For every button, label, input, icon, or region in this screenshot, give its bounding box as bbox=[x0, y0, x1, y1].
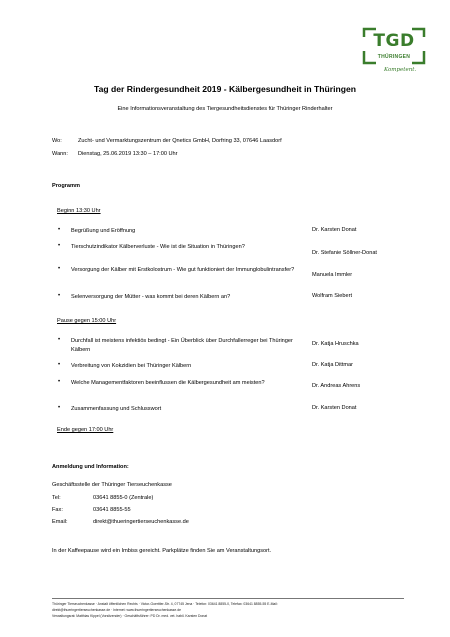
footer-line-2: direkt@thueringertierseuchenkasse.de · Internet: www.thueringertierseuchenkasse.de bbox=[52, 608, 181, 612]
bullet-icon: • bbox=[58, 227, 61, 233]
note-text: In der Kaffeepause wird ein Imbiss gereicht. Parkplätze finden Sie am Veranstaltungsort. bbox=[52, 548, 272, 554]
agenda-speaker: Dr. Katja Hruschka bbox=[312, 341, 359, 347]
agenda-speaker: Dr. Andreas Ahrens bbox=[312, 383, 361, 389]
footer-line-3: Verwaltungsrat: Matthias Kippel (Vorsitzender) · Geschäftsführer: PD Dr. med. vet. habil. Karsten Donat bbox=[52, 614, 208, 618]
bullet-icon: • bbox=[58, 337, 61, 343]
tel-label: Tel: bbox=[52, 495, 61, 501]
bullet-icon: • bbox=[58, 379, 61, 385]
when-value: Dienstag, 25.06.2019 13:30 – 17:00 Uhr bbox=[78, 151, 178, 157]
footer-divider bbox=[52, 598, 404, 599]
where-value: Zucht- und Vermarktungszentrum der Qnetics GmbH, Dorfring 33, 07646 Laasdorf bbox=[78, 138, 282, 144]
logo-slogan: Kompetent. bbox=[384, 67, 417, 73]
page-title: Tag der Rindergesundheit 2019 - Kälbergesundheit in Thüringen bbox=[94, 84, 356, 94]
agenda-topic: Selenversorgung der Mütter - was kommt bei deren Kälbern an? bbox=[71, 294, 231, 300]
agenda-speaker: Dr. Karsten Donat bbox=[312, 227, 357, 233]
logo-region: THÜRINGEN bbox=[377, 54, 411, 60]
tel-value: 03641 8855-0 (Zentrale) bbox=[93, 495, 154, 501]
agenda-topic: Durchfall ist meistens infektiös bedingt - Ein Überblick über Durchfallerreger bei Thüringer Kälbern bbox=[71, 338, 293, 353]
agenda-speaker: Dr. Stefanie Söllner-Donat bbox=[312, 250, 377, 256]
bullet-icon: • bbox=[58, 243, 61, 249]
fax-label: Fax: bbox=[52, 507, 63, 513]
registration-org: Geschäftsstelle der Thüringer Tierseuchenkasse bbox=[52, 482, 172, 488]
bullet-icon: • bbox=[58, 405, 61, 411]
logo-name: TGD bbox=[373, 31, 415, 51]
agenda-speaker: Manuela Immler bbox=[312, 272, 353, 278]
program-pause: Pause gegen 15:00 Uhr bbox=[57, 318, 117, 324]
email-link[interactable]: direkt@thueringertierseuchenkasse.de bbox=[93, 519, 189, 525]
bullet-icon: • bbox=[58, 362, 61, 368]
bullet-icon: • bbox=[58, 266, 61, 272]
agenda-topic: Tierschutzindikator Kälberverluste - Wie ist die Situation in Thüringen? bbox=[71, 244, 245, 250]
where-label: Wo: bbox=[52, 138, 62, 144]
agenda-topic: Zusammenfassung und Schlusswort bbox=[71, 406, 162, 412]
when-label: Wann: bbox=[52, 151, 68, 157]
agenda-speaker: Dr. Katja Dittmar bbox=[312, 362, 354, 368]
agenda-topic: Begrüßung und Eröffnung bbox=[71, 228, 136, 234]
agenda-topic: Welche Managementfaktoren beeinflussen die Kälbergesundheit am meisten? bbox=[71, 380, 265, 386]
program-end: Ende gegen 17:00 Uhr bbox=[57, 427, 114, 433]
registration-heading: Anmeldung und Information: bbox=[52, 464, 129, 470]
footer-line-1: Thüringer Tierseuchenkasse · Anstalt öffentlichen Rechts · Victor-Goerttler-Str. 4, 07745 Jena · Telefon: 03641 8855-0, Telefax: 03641 8855-55 E-Mail: bbox=[52, 602, 278, 606]
agenda-topic: Verbreitung von Kokzidien bei Thüringer Kälbern bbox=[71, 363, 192, 369]
agenda-speaker: Dr. Karsten Donat bbox=[312, 405, 357, 411]
program-start: Beginn 13:30 Uhr bbox=[57, 208, 101, 214]
email-label: Email: bbox=[52, 519, 68, 525]
bullet-icon: • bbox=[58, 293, 61, 299]
program-heading: Programm bbox=[52, 183, 80, 189]
fax-value: 03641 8855-55 bbox=[93, 507, 131, 513]
agenda-speaker: Wolfram Siebert bbox=[312, 293, 352, 299]
agenda-topic: Versorgung der Kälber mit Erstkolostrum - Wie gut funktioniert der Immunglobulintransfer? bbox=[71, 267, 295, 273]
tgd-logo bbox=[362, 27, 426, 75]
page-subtitle: Eine Informationsveranstaltung des Tiergesundheitsdienstes für Thüringer Rinderhalter bbox=[117, 106, 333, 112]
